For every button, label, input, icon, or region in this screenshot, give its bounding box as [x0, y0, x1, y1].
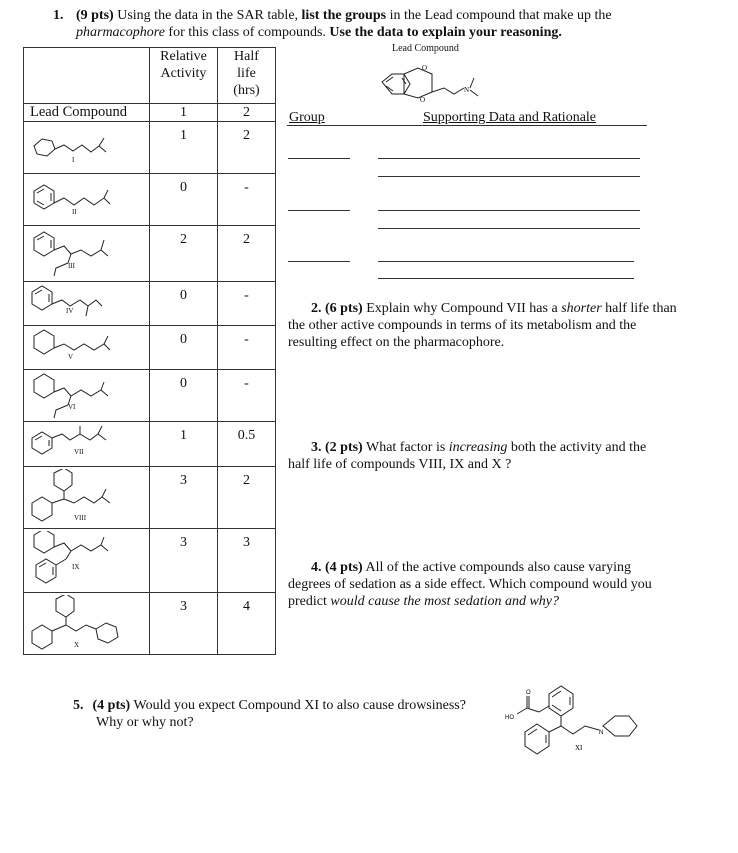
question-5-points: (4 pts): [92, 698, 131, 713]
compound-label-viii: VIII: [74, 514, 87, 522]
activity-iv: [150, 282, 218, 326]
sar-table: [23, 47, 276, 655]
lead-halflife: 2: [218, 104, 276, 122]
compound-label-v: V: [68, 353, 74, 361]
halflife-ix: [218, 529, 276, 593]
structure-i-icon: [26, 124, 148, 172]
halflife-i: [218, 122, 276, 174]
lead-label-cell: [24, 104, 150, 122]
activity-vi-value: 0: [180, 376, 187, 391]
structure-x-icon: [26, 595, 148, 653]
question-5-line-2: Why or why not?: [96, 715, 194, 730]
activity-iii-value: 2: [180, 232, 187, 247]
halflife-iii-value: 2: [243, 232, 250, 247]
sar-header-row: [24, 48, 276, 104]
compound-label-iii: III: [68, 262, 75, 270]
activity-v-value: 0: [180, 332, 187, 347]
activity-x-value: 3: [180, 599, 187, 614]
structure-cell-vii: [24, 422, 150, 467]
halflife-vi-value: -: [244, 376, 249, 391]
question-1-number: 1.: [53, 8, 64, 23]
header-activity-l1: Relative: [160, 49, 207, 64]
lead-compound-structure-icon: [378, 60, 498, 110]
structure-cell-viii: [24, 467, 150, 529]
activity-ix-value: 3: [180, 535, 187, 550]
answer-line-support-2b[interactable]: [378, 228, 640, 229]
structure-viii-icon: [26, 469, 148, 527]
compound-row: [24, 467, 276, 529]
question-1-text-c: for this class of compounds.: [164, 25, 330, 40]
compound-label-vi: VI: [68, 403, 76, 411]
lead-o-bottom: O: [420, 96, 426, 104]
header-halflife-l1: Half: [234, 49, 259, 64]
group-header: [287, 110, 647, 126]
question-2-text-a: Explain why Compound VII has a: [362, 301, 562, 316]
compound-row: [24, 370, 276, 422]
halflife-viii: [218, 467, 276, 529]
header-empty-cell: [24, 48, 150, 104]
compound-label-ii: II: [72, 208, 77, 216]
activity-ii-value: 0: [180, 180, 187, 195]
question-1-text-a: Using the data in the SAR table,: [113, 8, 302, 23]
answer-line-support-2a[interactable]: [378, 210, 640, 211]
lead-n-label: N: [464, 86, 470, 94]
header-halflife-l3: (hrs): [233, 83, 260, 98]
question-4-text-a: All of the active compounds also cause varying: [362, 560, 631, 575]
compound-label-i: I: [72, 156, 75, 164]
structure-cell-i: [24, 122, 150, 174]
answer-line-group-3[interactable]: [288, 261, 350, 262]
halflife-i-value: 2: [243, 128, 250, 143]
compound-label-vii: VII: [74, 448, 84, 456]
structure-iii-icon: [26, 228, 148, 280]
activity-viii: [150, 467, 218, 529]
question-5-number: 5.: [73, 698, 84, 713]
answer-line-support-1b[interactable]: [378, 176, 640, 177]
compound-label-x: X: [74, 641, 80, 649]
structure-cell-iii: [24, 226, 150, 282]
activity-viii-value: 3: [180, 473, 187, 488]
halflife-iv-value: -: [244, 288, 249, 303]
halflife-vii: [218, 422, 276, 467]
structure-vii-icon: [26, 424, 148, 464]
activity-iii: [150, 226, 218, 282]
halflife-vi: [218, 370, 276, 422]
activity-iv-value: 0: [180, 288, 187, 303]
halflife-ix-value: 3: [243, 535, 250, 550]
header-halflife: [218, 48, 276, 104]
question-3-line-2: half life of compounds VIII, IX and X ?: [288, 457, 512, 472]
activity-i: [150, 122, 218, 174]
question-1-bold-b: Use the data to explain your reasoning.: [329, 25, 562, 40]
support-column-label: Supporting Data and Rationale: [423, 110, 597, 125]
compound-row: [24, 593, 276, 655]
lead-compound-title: Lead Compound: [392, 43, 459, 54]
structure-v-icon: [26, 328, 148, 368]
answer-line-support-1a[interactable]: [378, 158, 640, 159]
question-2-number: 2.: [311, 301, 322, 316]
answer-line-group-2[interactable]: [288, 210, 350, 211]
structure-vi-icon: [26, 372, 148, 420]
xi-n-label: N: [599, 730, 604, 736]
compound-row: [24, 326, 276, 370]
question-3-points: (2 pts): [325, 440, 363, 455]
question-3-text-a: What factor is: [362, 440, 449, 455]
structure-cell-v: [24, 326, 150, 370]
halflife-x-value: 4: [243, 599, 250, 614]
question-5: [73, 697, 513, 731]
halflife-viii-value: 2: [243, 473, 250, 488]
structure-ix-icon: [26, 531, 148, 591]
halflife-v: [218, 326, 276, 370]
question-2-italic: shorter: [561, 301, 602, 316]
activity-ii: [150, 174, 218, 226]
structure-cell-x: [24, 593, 150, 655]
question-2-line-2: the other active compounds in terms of its metabolism and the: [288, 318, 637, 333]
question-4: [288, 559, 728, 610]
compound-row: [24, 529, 276, 593]
question-4-line-2: degrees of sedation as a side effect. Which compound would you: [288, 577, 652, 592]
halflife-iv: [218, 282, 276, 326]
xi-o-label: O: [526, 690, 531, 696]
structure-cell-iv: [24, 282, 150, 326]
compound-xi-label: XI: [575, 744, 583, 752]
activity-vi: [150, 370, 218, 422]
activity-vii: [150, 422, 218, 467]
compound-row: [24, 282, 276, 326]
question-3-text-b: both the activity and the: [507, 440, 647, 455]
activity-ix: [150, 529, 218, 593]
question-4-number: 4.: [311, 560, 322, 575]
lead-label: Lead Compound: [30, 104, 128, 120]
question-2-text-b: half life than: [601, 301, 677, 316]
compound-xi-structure-icon: [505, 672, 655, 762]
group-column-label: Group: [289, 110, 325, 125]
question-3-italic: increasing: [448, 440, 508, 455]
halflife-iii: [218, 226, 276, 282]
activity-vii-value: 1: [180, 428, 187, 443]
halflife-x: [218, 593, 276, 655]
compound-row: [24, 122, 276, 174]
halflife-ii: [218, 174, 276, 226]
question-4-line-3a: predict: [288, 594, 331, 609]
question-1-text-b: in the Lead compound that make up the: [386, 8, 612, 23]
question-1: [55, 7, 695, 41]
lead-row: [24, 104, 276, 122]
activity-i-value: 1: [180, 128, 187, 143]
compound-row: [24, 174, 276, 226]
xi-ho-label: HO: [505, 715, 514, 721]
header-activity-l2: Activity: [160, 66, 207, 81]
question-4-points: (4 pts): [325, 560, 363, 575]
compound-row: [24, 226, 276, 282]
question-1-italic: pharmacophore: [76, 25, 165, 40]
halflife-ii-value: -: [244, 180, 249, 195]
lead-o-top: O: [422, 64, 428, 72]
structure-cell-ix: [24, 529, 150, 593]
question-1-bold-a: list the groups: [301, 8, 387, 23]
header-activity: [150, 48, 218, 104]
activity-v: [150, 326, 218, 370]
question-2-points: (6 pts): [325, 301, 363, 316]
lead-activity: 1: [150, 104, 218, 122]
answer-line-support-3a[interactable]: [378, 261, 634, 262]
structure-cell-vi: [24, 370, 150, 422]
structure-cell-ii: [24, 174, 150, 226]
question-2-line-3: resulting effect on the pharmacophore.: [288, 335, 505, 350]
compound-label-iv: IV: [66, 307, 74, 315]
question-4-line-3-italic: would cause the most sedation and why?: [330, 594, 560, 609]
question-5-text-a: Would you expect Compound XI to also cause drowsiness?: [130, 698, 466, 713]
compound-label-ix: IX: [72, 563, 80, 571]
halflife-v-value: -: [244, 332, 249, 347]
question-3-number: 3.: [311, 440, 322, 455]
structure-iv-icon: [26, 284, 148, 324]
compound-row: [24, 422, 276, 467]
question-2: [288, 300, 728, 351]
answer-line-group-1[interactable]: [288, 158, 350, 159]
header-halflife-l2: life: [237, 66, 256, 81]
question-3: [288, 439, 728, 473]
halflife-vii-value: 0.5: [237, 428, 256, 443]
question-1-points: (9 pts): [76, 8, 114, 23]
activity-x: [150, 593, 218, 655]
answer-line-support-3b[interactable]: [378, 278, 634, 279]
structure-ii-icon: [26, 176, 148, 224]
